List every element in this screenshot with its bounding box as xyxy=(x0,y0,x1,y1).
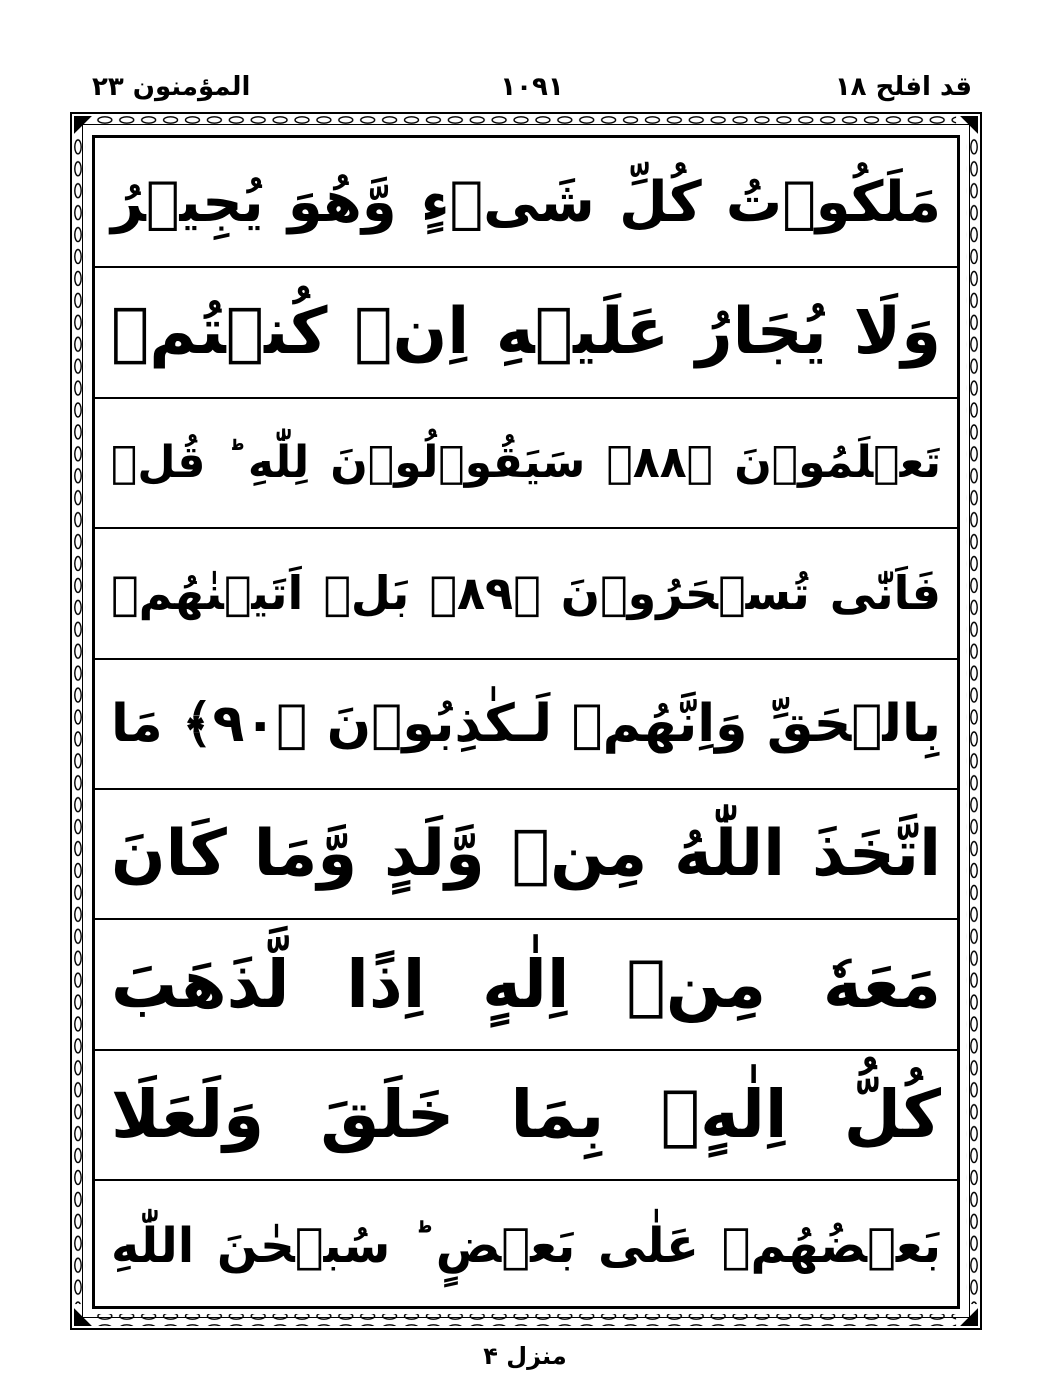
text-line-7 xyxy=(95,920,957,1050)
text-line-3 xyxy=(95,399,957,529)
verse-text: مَلَكُوۡتُ كُلِّ شَىۡءٍ وَّهُوَ يُجِيۡرُ xyxy=(111,169,941,235)
text-line-9 xyxy=(95,1181,957,1311)
text-line-5 xyxy=(95,660,957,790)
juz-title: قد افلح ١٨ xyxy=(834,72,972,102)
verse-text: فَاَنّٰى تُسۡحَرُوۡنَ ﴿٨٩﴾ بَلۡ اَتَيۡنٰهُمۡ xyxy=(111,565,941,620)
verse-text: كُلُّ اِلٰهٍۢ بِمَا خَلَقَ وَلَعَلَا xyxy=(111,1076,941,1154)
text-line-4 xyxy=(95,529,957,659)
text-line-1 xyxy=(95,138,957,268)
verse-text: اتَّخَذَ اللّٰهُ مِنۡ وَّلَدٍ وَّمَا كَانَ xyxy=(111,816,941,891)
text-line-2 xyxy=(95,268,957,398)
verse-text: تَعۡلَمُوۡنَ ﴿٨٨﴾ سَيَقُوۡلُوۡنَ لِلّٰهِ ؕ قُلۡ xyxy=(111,436,941,488)
verse-text: مَعَهٗ مِنۡ اِلٰهٍ اِذًا لَّذَهَبَ xyxy=(111,945,941,1023)
verse-text: بَعۡضُهُمۡ عَلٰى بَعۡضٍ ؕ سُبۡحٰنَ اللّٰهِ xyxy=(111,1217,941,1274)
verse-text: بِالۡحَقِّ وَاِنَّهُمۡ لَـكٰذِبُوۡنَ ﴿٩٠﴾ مَا xyxy=(111,693,941,754)
verse-text: وَلَا يُجَارُ عَلَيۡهِ اِنۡ كُنۡتُمۡ xyxy=(111,295,941,370)
page-header xyxy=(92,72,972,112)
page-number: ١٠٩١ xyxy=(500,72,564,102)
text-line-6 xyxy=(95,790,957,920)
surah-title: المؤمنون ٢٣ xyxy=(92,72,251,102)
text-line-8 xyxy=(95,1051,957,1181)
text-panel xyxy=(92,135,960,1309)
manzil-footer: منزل ۴ xyxy=(483,1342,567,1370)
